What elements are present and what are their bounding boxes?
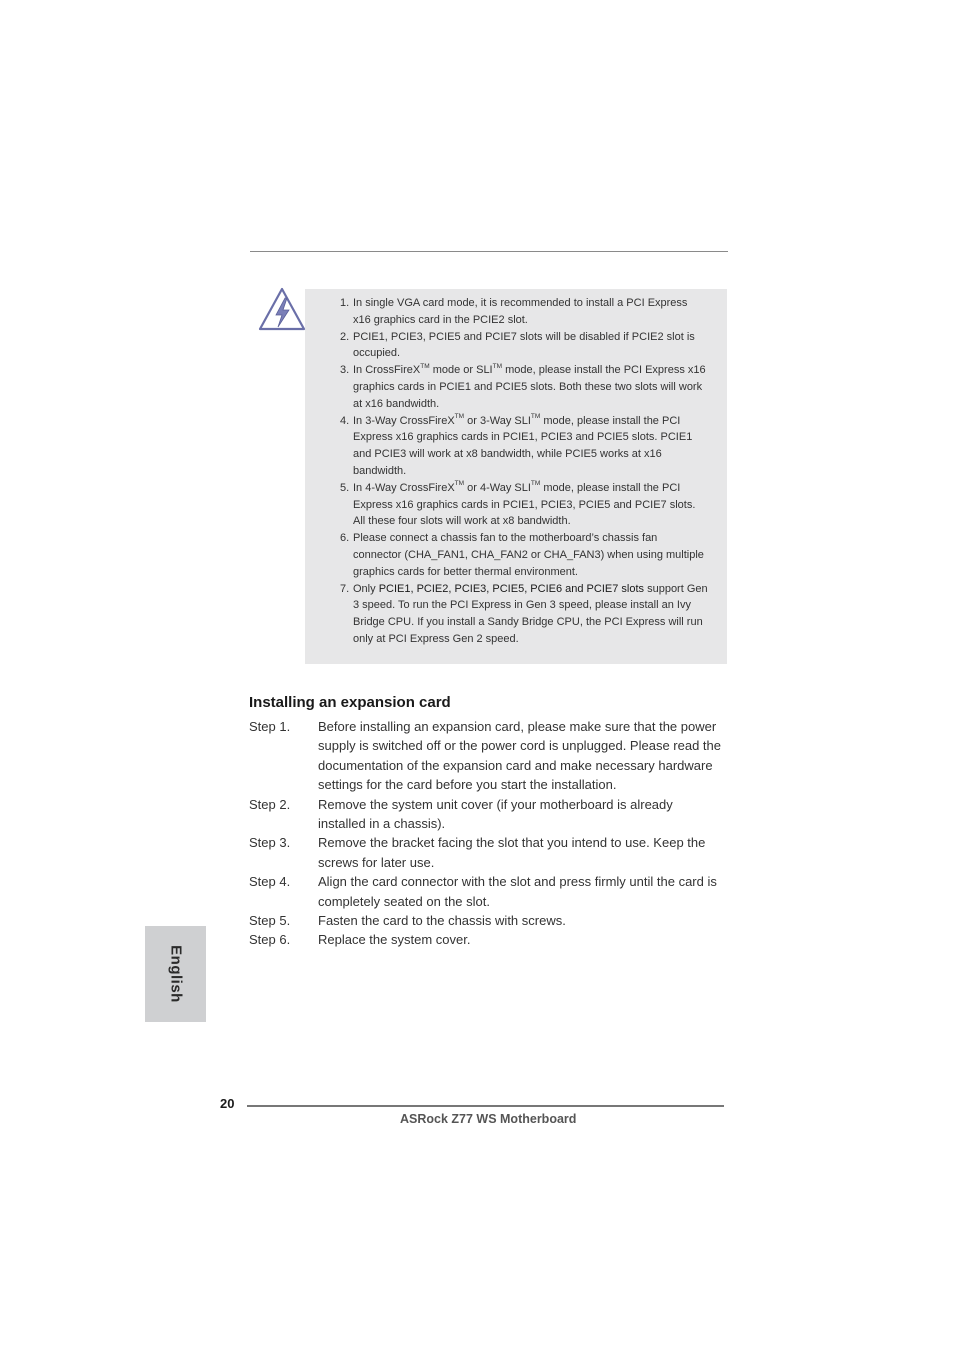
step-label: Step 4. <box>249 874 291 890</box>
note-item: 6. Please connect a chassis fan to the motherboard’s chassis fan connector (CHA_FAN1, CHA_FAN2 or CHA_FAN3) when using multiple graphics cards for better thermal environment. <box>340 532 704 578</box>
step-text: Align the card connector with the slot and press firmly until the card is completely seated on the slot. <box>318 874 717 909</box>
step-text: Fasten the card to the chassis with screws. <box>318 913 566 929</box>
note-item: 1. In single VGA card mode, it is recommended to install a PCI Express x16 graphics card in the PCIE2 slot. <box>340 297 688 326</box>
trademark-mark: TM <box>492 362 503 370</box>
step-text: Remove the bracket facing the slot that you intend to use. Keep the screws for later use. <box>318 835 706 870</box>
step-item <box>249 717 723 795</box>
note-item: 7. Only PCIE1, PCIE2, PCIE3, PCIE5, PCIE6 and PCIE7 slots support Gen 3 speed. To run the PCI Express in Gen 3 speed, please install an Ivy Bridge CPU. If you install a Sandy Bridge CPU, the PCI Express will run only at PCI Express Gen 2 speed. <box>340 582 708 645</box>
step-item <box>249 795 723 834</box>
step-label: Step 2. <box>249 796 291 812</box>
step-label: Step 1. <box>249 719 291 734</box>
footer-product-name: ASRock Z77 WS Motherboard <box>400 1112 577 1126</box>
step-item <box>249 872 723 911</box>
language-tab-label: English <box>167 945 184 1003</box>
step-text: Before installing an expansion card, please make sure that the power supply is switched off or the power cord is unplugged. Please read the documentation of the expansion card and make necessary hardware settings for the card before you start the installation. <box>318 719 721 793</box>
note-item: 5. In 4-Way CrossFireX™ or 4-Way SLI™ mode, please install the PCI Express x16 graphics cards in PCIE1, PCIE3, PCIE5 and PCIE7 slots. All these four slots will work at x8 bandwidth. <box>340 480 696 528</box>
trademark-mark: TM <box>530 412 541 420</box>
top-divider <box>250 251 728 252</box>
trademark-mark: TM <box>530 480 541 488</box>
step-item <box>249 930 723 949</box>
step-text: Replace the system cover. <box>318 932 471 948</box>
warning-triangle-icon <box>258 286 306 332</box>
notes-list <box>336 295 708 648</box>
note-item: 2. PCIE1, PCIE3, PCIE5 and PCIE7 slots will be disabled if PCIE2 slot is occupied. <box>340 330 695 360</box>
trademark-mark: TM <box>454 480 465 488</box>
step-item <box>249 833 723 872</box>
trademark-mark: TM <box>420 362 430 370</box>
language-tab <box>145 926 206 1022</box>
step-label: Step 3. <box>249 835 291 851</box>
section-title: Installing an expansion card <box>249 694 451 711</box>
note-item: 4. In 3-Way CrossFireX™ or 3-Way SLI™ mode, please install the PCI Express x16 graphics cards in PCIE1, PCIE3 and PCIE5 slots. PCIE1 and PCIE3 will work at x8 bandwidth, while PCIE5 works at x16 bandwidth. <box>340 412 693 477</box>
steps-list <box>249 717 723 950</box>
footer-divider <box>247 1105 724 1107</box>
step-text: Remove the system unit cover (if your motherboard is already installed in a chassis). <box>318 796 673 832</box>
step-item <box>249 911 723 930</box>
trademark-mark: TM <box>454 412 465 420</box>
step-label: Step 5. <box>249 913 291 929</box>
page-number: 20 <box>220 1096 235 1111</box>
note-item: 3. In CrossFireX™ mode or SLI™ mode, please install the PCI Express x16 graphics cards in PCIE1 and PCIE5 slots. Both these two slots will work at x16 bandwidth. <box>340 362 706 410</box>
step-label: Step 6. <box>249 932 291 948</box>
